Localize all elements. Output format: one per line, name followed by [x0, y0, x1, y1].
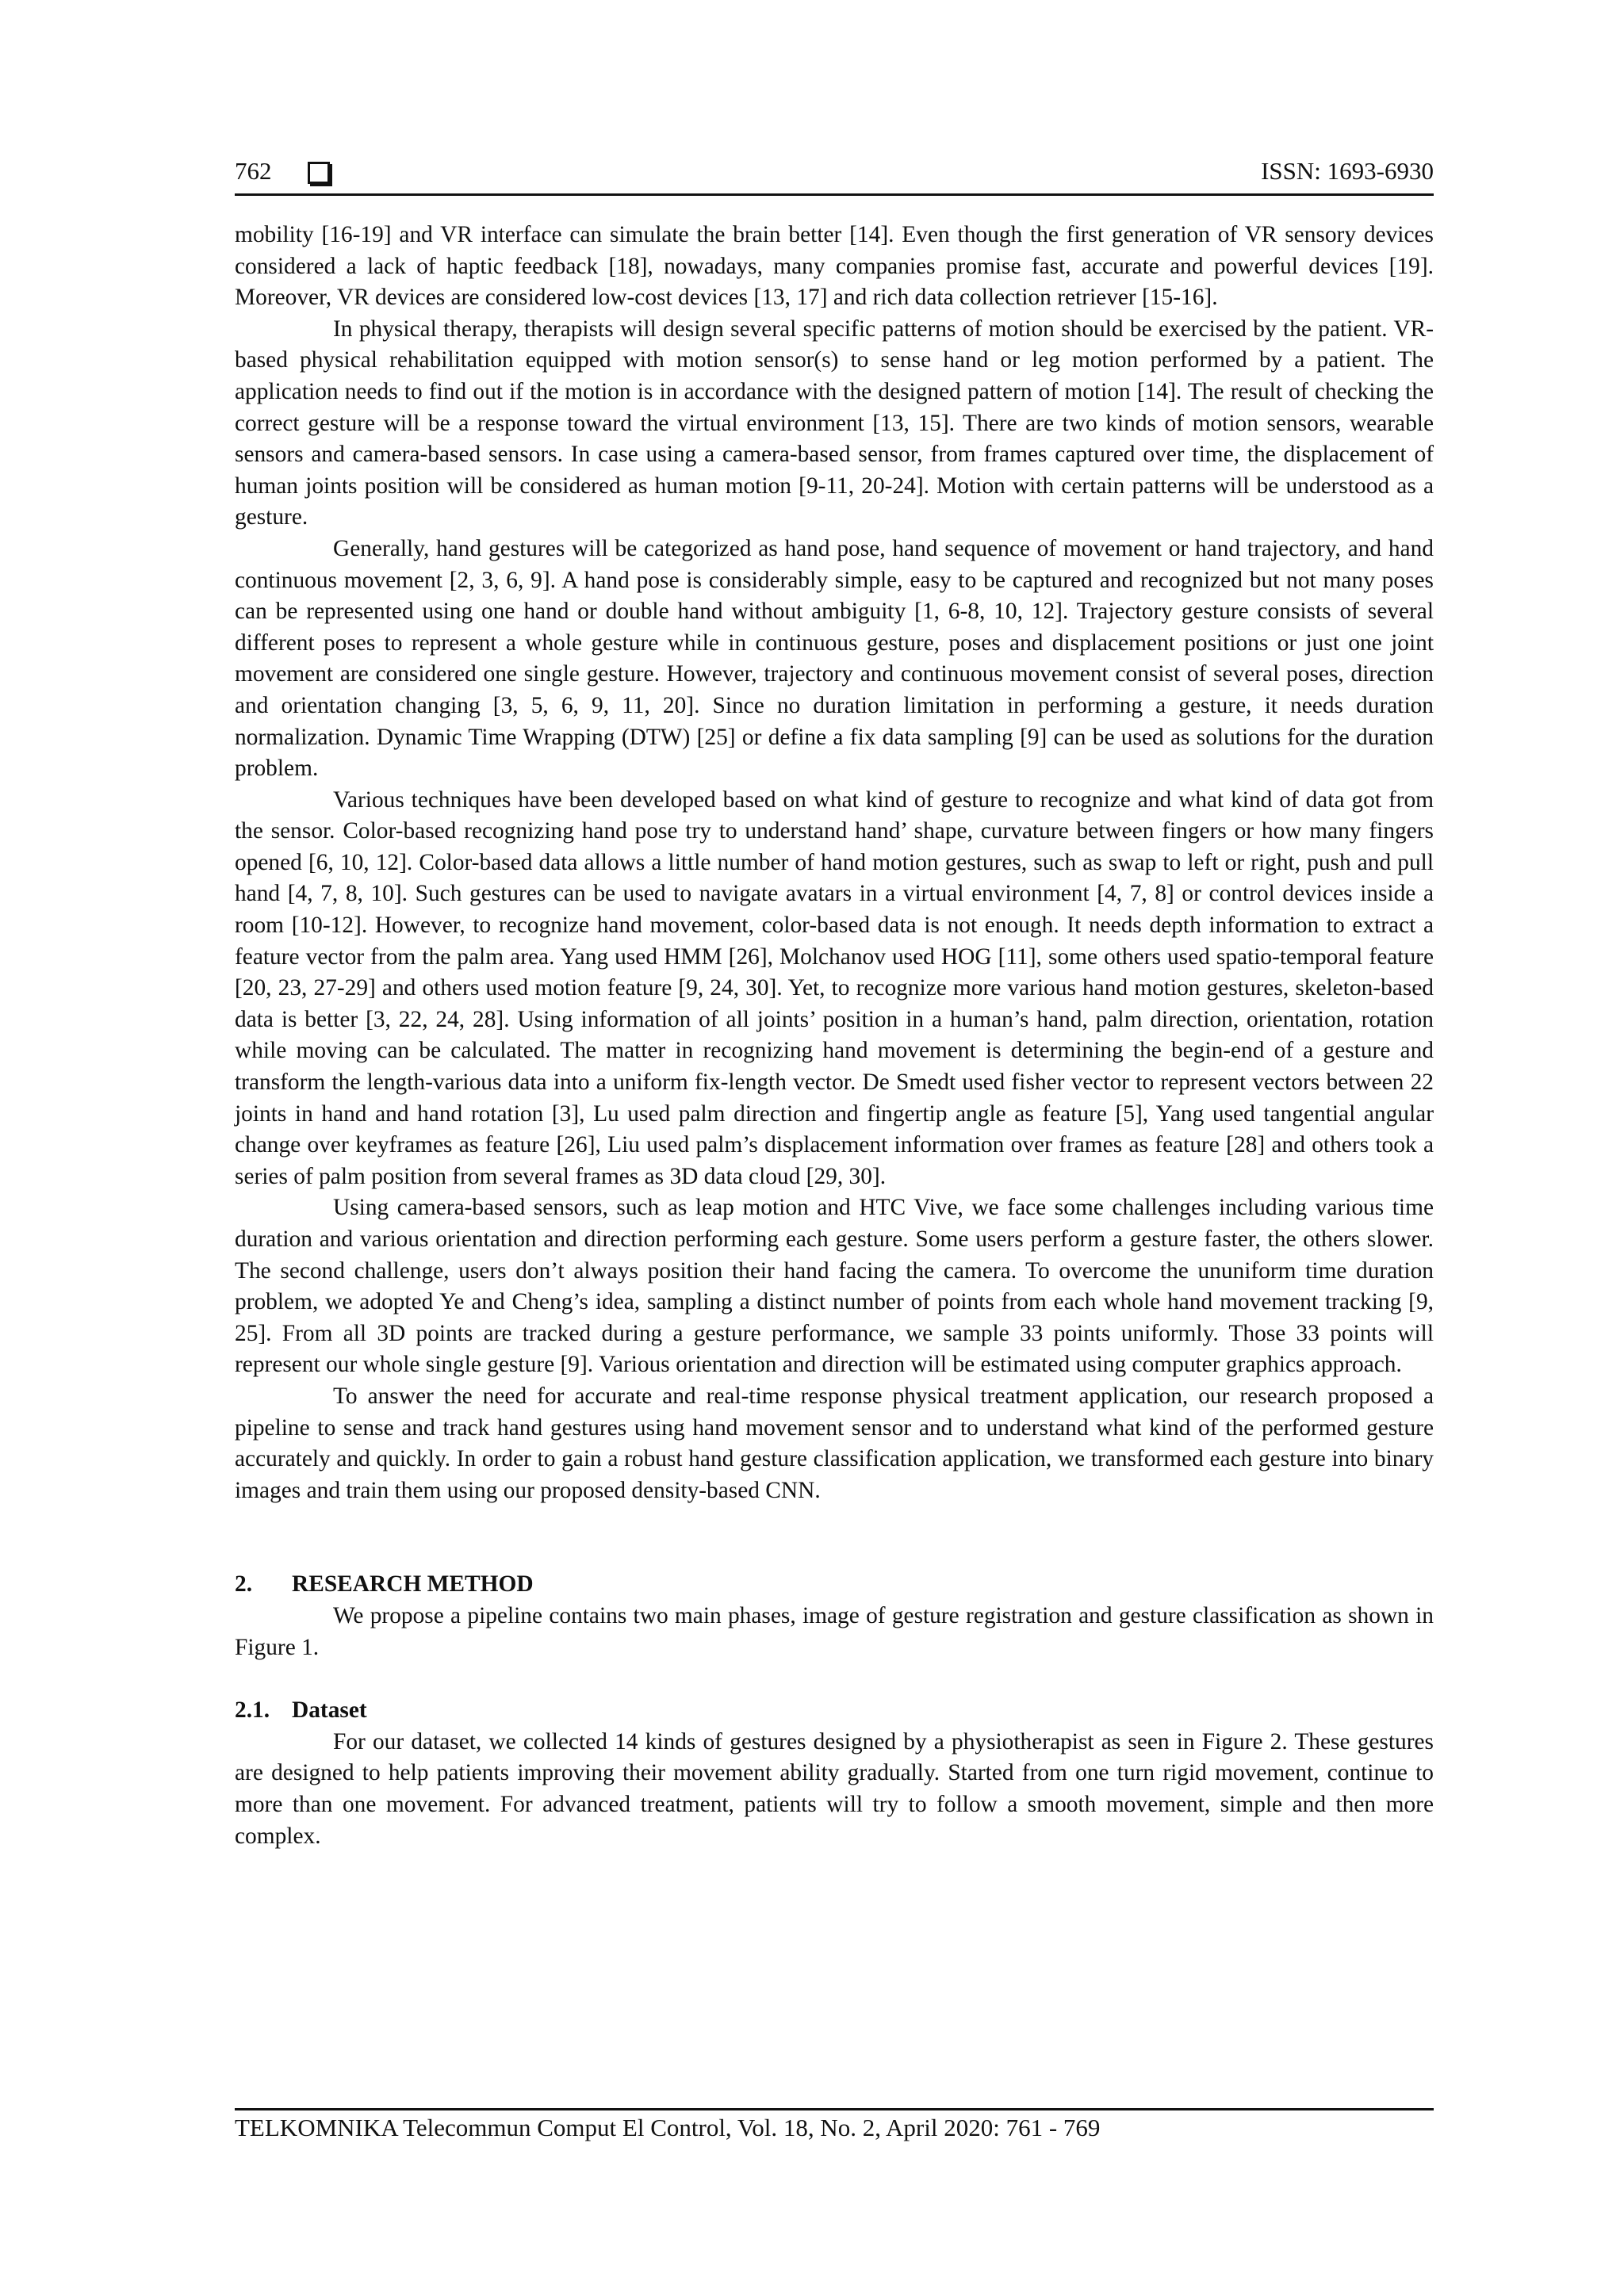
body-text	[235, 220, 1434, 1852]
footer-citation: TELKOMNIKA Telecommun Comput El Control, Vol. 18, No. 2, April 2020: 761 - 769	[235, 2114, 1101, 2141]
paragraph: In physical therapy, therapists will design several specific patterns of motion should be exercised by the patient. VR-based physical rehabilitation equipped with motion sensor(s) to sense hand or leg motion performed by a patient. The application needs to find out if the motion is in accordance with the designed pattern of motion [14]. The result of checking the correct gesture will be a response toward the virtual environment [13, 15]. There are two kinds of motion sensors, wearable sensors and camera-based sensors. In case using a camera-based sensor, from frames captured over time, the displacement of human joints position will be considered as human motion [9-11, 20-24]. Motion with certain patterns will be understood as a gesture.	[235, 316, 1434, 530]
page-number: 762	[235, 157, 272, 185]
footer-rule	[235, 2108, 1434, 2110]
square-bullet-icon	[308, 162, 330, 184]
subsection-title: Dataset	[292, 1697, 367, 1724]
section-number: 2.	[235, 1571, 253, 1598]
paragraph: Using camera-based sensors, such as leap motion and HTC Vive, we face some challenges including various time duration and various orientation and direction performing each gesture. Some users perform a gesture faster, the others slower. The second challenge, users don’t always position their hand facing the camera. To overcome the ununiform time duration problem, we adopted Ye and Cheng’s idea, sampling a distinct number of points from each whole hand movement tracking [9, 25]. From all 3D points are tracked during a gesture performance, we sample 33 points uniformly. Those 33 points will represent our whole single gesture [9]. Various orientation and direction will be estimated using computer graphics approach.	[235, 1195, 1434, 1378]
section-title: RESEARCH METHOD	[292, 1571, 534, 1598]
paragraph: mobility [16-19] and VR interface can simulate the brain better [14]. Even though the first generation of VR sensory devices considered a lack of haptic feedback [18], nowadays, many companies promise fast, accurate and powerful devices [19]. Moreover, VR devices are considered low-cost devices [13, 17] and rich data collection retriever [15-16].	[235, 222, 1434, 311]
spacer	[235, 1663, 1434, 1695]
paragraph: Various techniques have been developed based on what kind of gesture to recognize and what kind of data got from the sensor. Color-based recognizing hand pose try to understand hand’ shape, curvature between fingers or how many fingers opened [6, 10, 12]. Color-based data allows a little number of hand motion gestures, such as swap to left or right, push and pull hand [4, 7, 8, 10]. Such gestures can be used to navigate avatars in a virtual environment [4, 7, 8] or control devices inside a room [10-12]. However, to recognize hand movement, color-based data is not enough. It needs depth information to extract a feature vector from the palm area. Yang used HMM [26], Molchanov used HOG [11], some others used spatio-temporal feature [20, 23, 27-29] and others used motion feature [9, 24, 30]. Yet, to recognize more various hand motion gestures, skeleton-based data is better [3, 22, 24, 28]. Using information of all joints’ position in a human’s hand, palm direction, orientation, rotation while moving can be calculated. The matter in recognizing hand movement is determining the begin-end of a gesture and transform the length-various data into a uniform fix-length vector. De Smedt used fisher vector to represent vectors between 22 joints in hand and hand rotation [3], Lu used palm direction and fingertip angle as feature [5], Yang used tangential angular change over keyframes as feature [26], Liu used palm’s displacement information over frames as feature [28] and others took a series of palm position from several frames as 3D data cloud [29, 30].	[235, 786, 1434, 1189]
issn-label: ISSN: 1693-6930	[1261, 157, 1434, 185]
paragraph: To answer the need for accurate and real-time response physical treatment application, our research proposed a pipeline to sense and track hand gestures using hand movement sensor and to understand what kind of the performed gesture accurately and quickly. In order to gain a robust hand gesture classification application, we transformed each gesture into binary images and train them using our proposed density-based CNN.	[235, 1383, 1434, 1503]
paragraph: For our dataset, we collected 14 kinds of gestures designed by a physiotherapist as seen in Figure 2. These gestures are designed to help patients improving their movement ability gradually. Started from one turn rigid movement, continue to more than one movement. For advanced treatment, patients will try to follow a smooth movement, simple and then more complex.	[235, 1728, 1434, 1849]
page-header	[235, 155, 1434, 193]
paragraph: We propose a pipeline contains two main phases, image of gesture registration and gesture classification as shown in Figure 1.	[235, 1602, 1434, 1660]
paragraph: Generally, hand gestures will be categorized as hand pose, hand sequence of movement or hand trajectory, and hand continuous movement [2, 3, 6, 9]. A hand pose is considerably simple, easy to be captured and recognized but not many poses can be represented using one hand or double hand without ambiguity [1, 6-8, 10, 12]. Trajectory gesture consists of several different poses to represent a whole gesture while in continuous gesture, poses and displacement positions or just one joint movement are considered one single gesture. However, trajectory and continuous movement consist of several poses, direction and orientation changing [3, 5, 6, 9, 11, 20]. Since no duration limitation in performing a gesture, it needs duration normalization. Dynamic Time Wrapping (DTW) [25] or define a fix data sampling [9] can be used as solutions for the duration problem.	[235, 535, 1434, 782]
section-heading	[235, 1569, 1434, 1601]
subsection-heading	[235, 1695, 1434, 1727]
header-rule	[235, 193, 1434, 196]
spacer	[235, 1506, 1434, 1569]
subsection-number: 2.1.	[235, 1697, 270, 1724]
